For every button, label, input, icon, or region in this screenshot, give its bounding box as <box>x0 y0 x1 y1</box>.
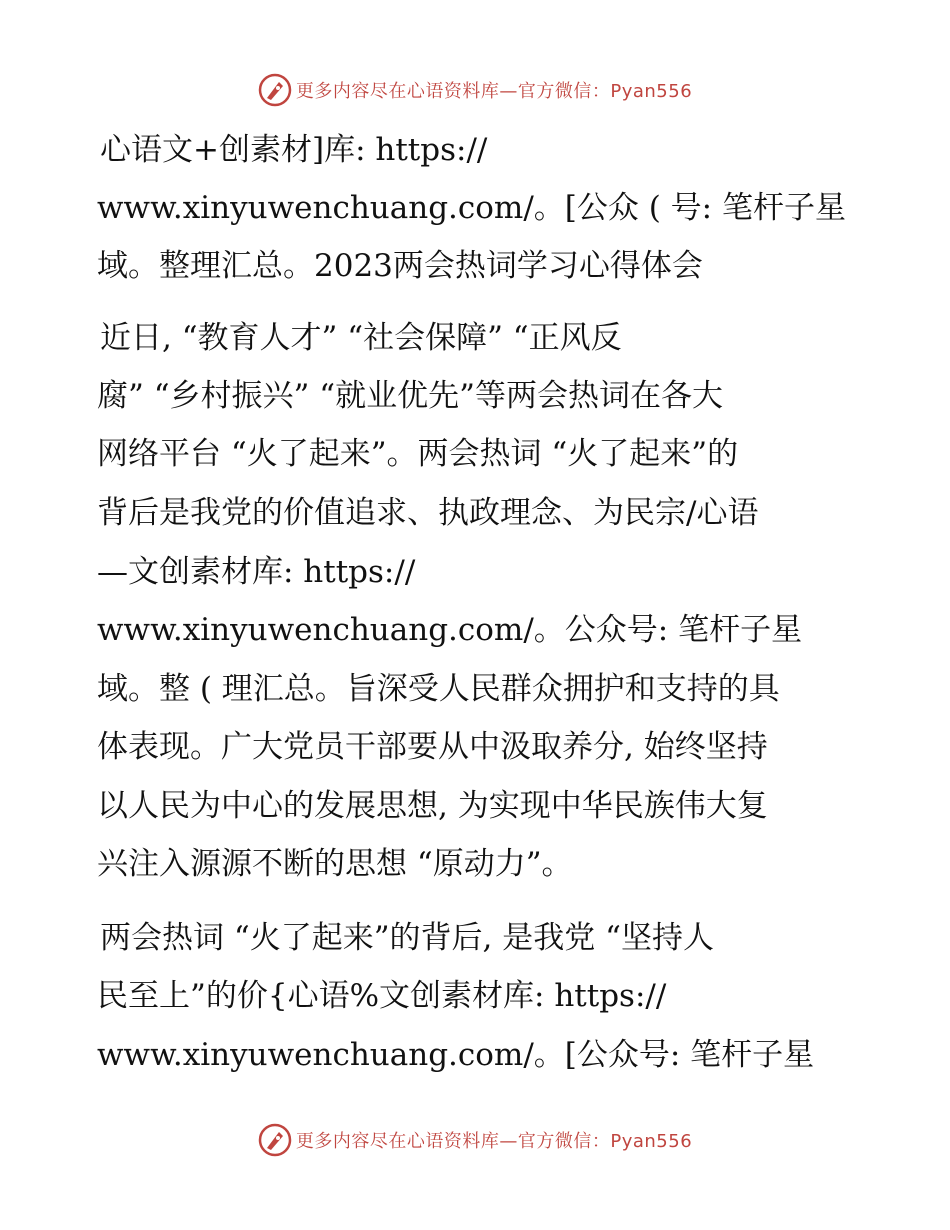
text-line: 网络平台 “火了起来”。两会热词 “火了起来”的 <box>97 436 739 472</box>
watermark-wechat-id: Pyan556 <box>610 1131 693 1152</box>
watermark-text <box>296 77 692 103</box>
text-line: 域。整 ( 理汇总。旨深受人民群众拥护和支持的具 <box>97 671 780 707</box>
watermark-wechat-id: Pyan556 <box>610 81 693 102</box>
text-line: 腐” “乡村振兴” “就业优先”等两会热词在各大 <box>97 378 723 414</box>
text-line: 兴注入源源不断的思想 “原动力”。 <box>97 846 573 882</box>
text-line: 体表现。广大党员干部要从中汲取养分, 始终坚持 <box>97 729 768 765</box>
text-line: 两会热词 “火了起来”的背后, 是我党 “坚持人 <box>100 920 714 956</box>
text-line: 民至上”的价{心语%文创素材库: https:// <box>97 978 667 1014</box>
text-line: 心语文+创素材]库: https:// <box>100 132 488 168</box>
text-line: 域。整理汇总。2023两会热词学习心得体会 <box>97 248 703 284</box>
text-line: —文创素材库: https:// <box>97 554 416 590</box>
text-line: www.xinyuwenchuang.com/。[公众号: 笔杆子星 <box>97 1037 815 1073</box>
watermark-text-cn: 更多内容尽在心语资料库—官方微信： <box>295 1131 611 1152</box>
text-line: www.xinyuwenchuang.com/。[公众 ( 号: 笔杆子星 <box>97 190 846 226</box>
text-line: 近日, “教育人才” “社会保障” “正风反 <box>100 320 622 356</box>
text-line: www.xinyuwenchuang.com/。公众号: 笔杆子星 <box>97 612 803 648</box>
pen-nib-logo-icon <box>258 73 292 107</box>
pen-nib-logo-icon <box>258 1123 292 1157</box>
text-line: 背后是我党的价值追求、执政理念、为民宗/心语 <box>97 495 759 531</box>
footer-watermark-banner <box>0 1120 950 1160</box>
header-watermark-banner <box>0 70 950 110</box>
watermark-text-cn: 更多内容尽在心语资料库—官方微信： <box>295 81 611 102</box>
text-line: 以人民为中心的发展思想, 为实现中华民族伟大复 <box>97 788 768 824</box>
watermark-text <box>296 1127 692 1153</box>
